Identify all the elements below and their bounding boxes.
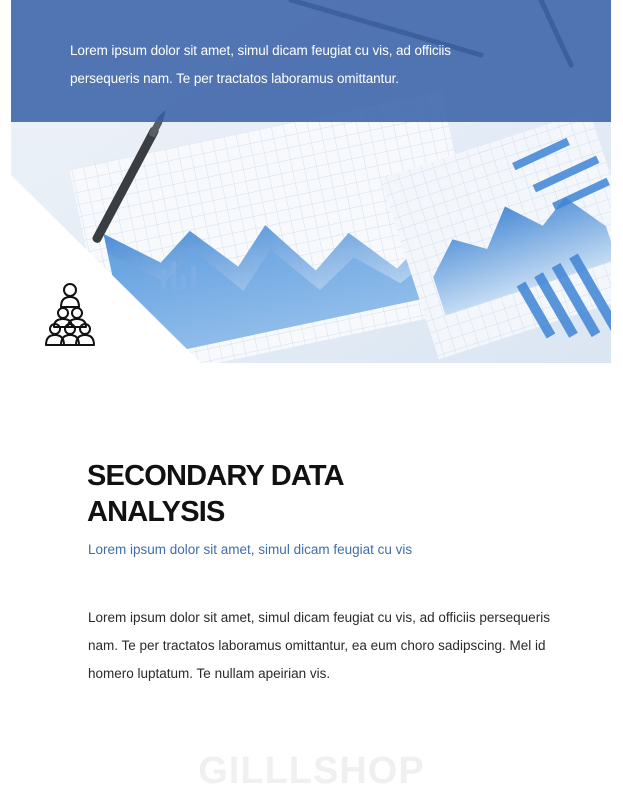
banner-text: Lorem ipsum dolor sit amet, simul dicam feugiat cu vis, ad officiis persequeris nam. Te per tractatos laboramus omittantur.	[70, 43, 451, 86]
page-title	[87, 458, 487, 530]
watermark: GILLLSHOP	[198, 750, 425, 792]
subtitle: Lorem ipsum dolor sit amet, simul dicam feugiat cu vis	[88, 542, 413, 557]
title-line-1: SECONDARY DATA	[87, 460, 344, 492]
people-pyramid-icon	[44, 281, 96, 347]
title-line-2: ANALYSIS	[87, 496, 225, 528]
body-paragraph: Lorem ipsum dolor sit amet, simul dicam feugiat cu vis, ad officiis persequeris nam. Te per tractatos laboramus omittantur, ea eum choro sadipscing. Mel id homero luptatum. Te nullam apeirian vis.	[88, 610, 550, 681]
